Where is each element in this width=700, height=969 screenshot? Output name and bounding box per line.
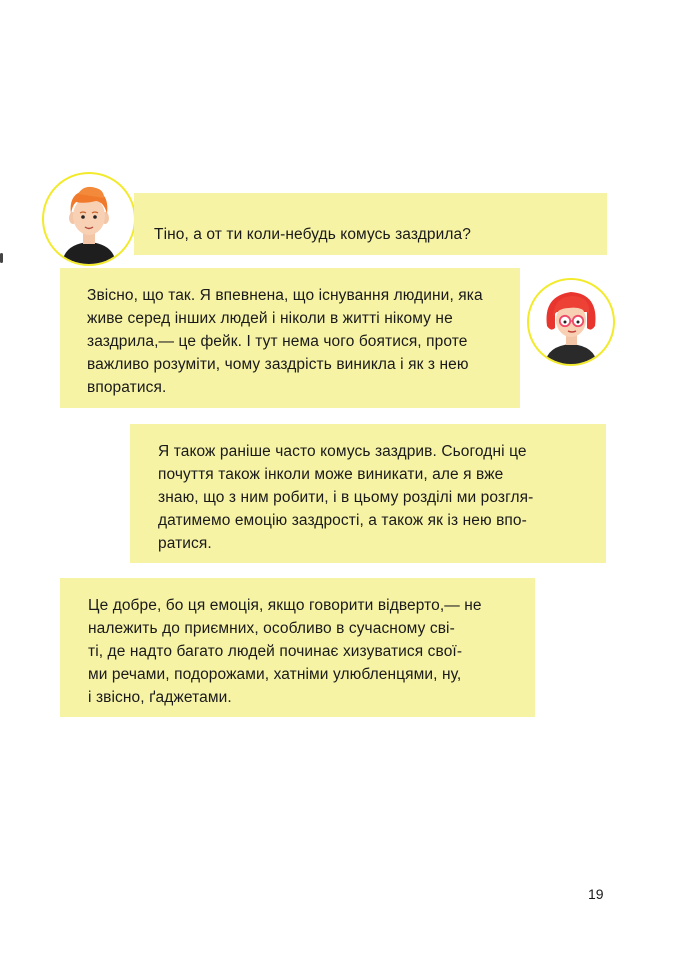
dialogue-bubble bbox=[60, 578, 535, 717]
dialogue-line: заздрила,— це фейк. І тут нема чого боятися, проте bbox=[87, 333, 468, 350]
page-edge-mark bbox=[0, 253, 3, 263]
dialogue-line: почуття також інколи може виникати, але я вже bbox=[158, 466, 504, 483]
dialogue-bubble bbox=[134, 193, 607, 255]
dialogue-line: датимемо емоцію заздрості, а також як із нею впо- bbox=[158, 512, 527, 529]
dialogue-line: ратися. bbox=[158, 535, 212, 552]
dialogue-line: знаю, що з ним робити, і в цьому розділі ми розгля- bbox=[158, 489, 534, 506]
dialogue-bubble bbox=[130, 424, 606, 563]
dialogue-bubble bbox=[60, 268, 520, 408]
dialogue-line: ті, де надто багато людей починає хизуватися свої- bbox=[88, 643, 463, 660]
dialogue-line: Я також раніше часто комусь заздрив. Сьогодні це bbox=[158, 443, 527, 460]
girl-avatar-icon bbox=[527, 278, 615, 366]
page-number: 19 bbox=[588, 886, 604, 902]
dialogue-line: і звісно, ґаджетами. bbox=[88, 689, 232, 706]
dialogue-line: важливо розуміти, чому заздрість виникла і як з нею bbox=[87, 356, 469, 373]
dialogue-line: живе серед інших людей і ніколи в житті нікому не bbox=[87, 310, 453, 327]
dialogue-line: Звісно, що так. Я впевнена, що існування людини, яка bbox=[87, 287, 483, 304]
dialogue-line: належить до приємних, особливо в сучасному сві- bbox=[88, 620, 455, 637]
dialogue-line: впоратися. bbox=[87, 379, 167, 396]
dialogue-line: Це добре, бо ця емоція, якщо говорити відверто,— не bbox=[88, 597, 482, 614]
dialogue-line: ми речами, подорожами, хатніми улюбленцями, ну, bbox=[88, 666, 462, 683]
dialogue-line: Тіно, а от ти коли-небудь комусь заздрила? bbox=[154, 226, 471, 243]
boy-avatar-icon bbox=[42, 172, 136, 266]
